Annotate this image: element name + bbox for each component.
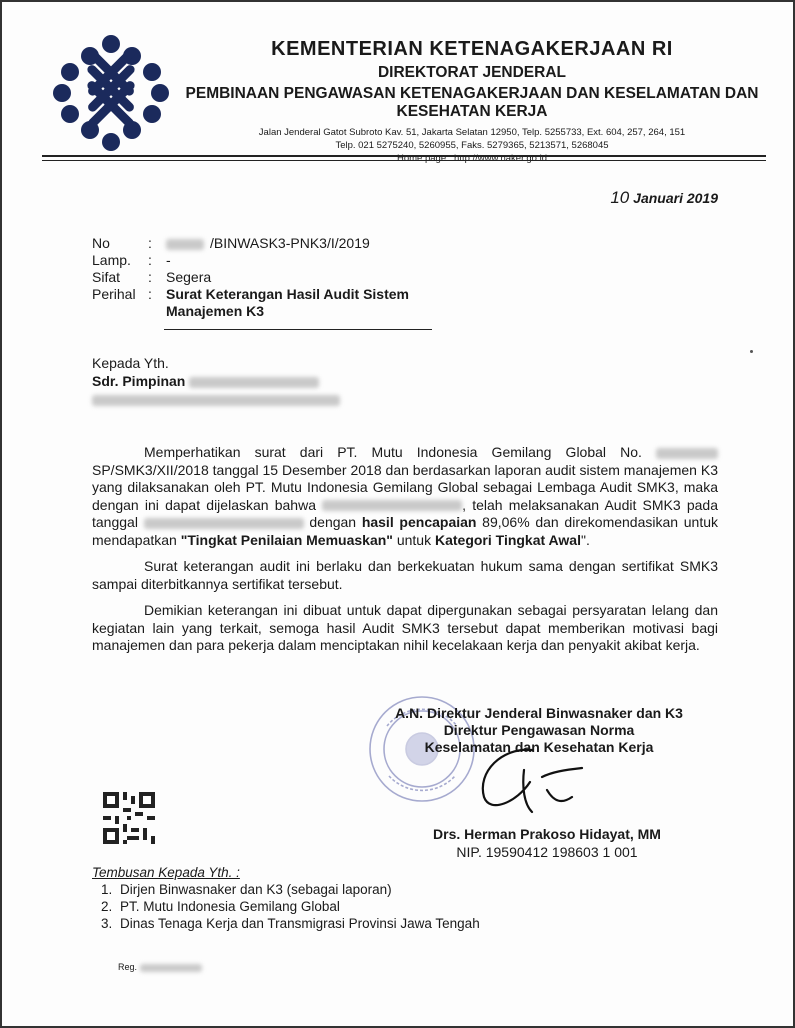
letter-date: [610, 188, 718, 208]
division-name: PEMBINAAN PENGAWASAN KETENAGAKERJAAN DAN KESELAMATAN DAN KESEHATAN KERJA: [185, 85, 759, 120]
signer-name: Drs. Herman Prakoso Hidayat, MM: [433, 826, 661, 842]
meta-label: Perihal: [92, 286, 136, 302]
date-month-year: Januari 2019: [633, 190, 718, 206]
registration-number: [118, 962, 202, 972]
redacted-company: [322, 500, 462, 511]
redacted-company: [189, 377, 319, 388]
paragraph-2: Surat keterangan audit ini berlaku dan berkekuatan hukum sama dengan sertifikat SMK3 sampai diterbitkannya sertifikat tersebut.: [92, 558, 718, 592]
meta-row-perihal-2: [92, 303, 409, 320]
cc-heading: Tembusan Kepada Yth. :: [92, 865, 240, 880]
header-rule-thin: [42, 160, 766, 161]
signatory-line-3: Keselamatan dan Kesehatan Kerja: [424, 739, 654, 755]
signer-nip: NIP. 19590412 198603 1 001: [456, 844, 638, 860]
p1-text-f: untuk: [396, 531, 432, 548]
signatory-line-2: Direktur Pengawasan Norma: [443, 722, 635, 738]
handwritten-signature-icon: [472, 742, 592, 832]
meta-colon: :: [148, 269, 152, 285]
qr-code-icon: [103, 792, 155, 844]
meta-row-sifat: [92, 269, 409, 286]
recipient-title: Sdr. Pimpinan: [92, 373, 186, 389]
meta-value: Surat Keterangan Hasil Audit Sistem: [166, 286, 409, 302]
recipient-address: [92, 390, 340, 408]
paragraph-3: Demikian keterangan ini dibuat untuk dapat dipergunakan sebagai persyaratan lelang dan kegiatan lain yang terkait, semoga hasil Audit SMK3 tersebut dapat memberikan motivasi bagi manajemen dan para pekerja dalam menciptakan nihil kecelakaan kerja dan penyakit akibat kerja.: [92, 602, 718, 653]
scan-speck: [750, 350, 753, 353]
recipient-greeting: Kepada Yth.: [92, 355, 169, 371]
address-line-3: Home page : http://www.naker.go.id: [397, 153, 547, 164]
date-day: 10: [610, 188, 630, 207]
letter-meta: [92, 235, 409, 320]
recipient-block: [92, 354, 340, 408]
letter-body: [92, 444, 718, 664]
meta-label: Sifat: [92, 269, 121, 285]
list-item: 1. Dirjen Binwasnaker dan K3 (sebagai laporan): [116, 881, 480, 898]
cc-items: [92, 881, 480, 932]
ministry-name: KEMENTERIAN KETENAGAKERJAAN RI: [271, 38, 673, 60]
meta-row-no: [92, 235, 409, 252]
p1-text-d: dengan: [309, 514, 357, 530]
p1-bold-rating: "Tingkat Penilaian Memuaskan": [180, 531, 393, 548]
letterhead: [177, 38, 767, 165]
meta-colon: :: [148, 252, 152, 268]
p1-text-e: 89,06% dan direkomendasikan untuk mendapatkan: [92, 514, 719, 548]
meta-label: No: [92, 235, 110, 251]
signatory-line-1: A.N. Direktur Jenderal Binwasnaker dan K3: [395, 705, 683, 721]
address-line-2: Telp. 021 5275240, 5260955, Faks. 5279365, 5213571, 5268045: [335, 140, 609, 151]
p1-bold-result: hasil pencapaian: [361, 514, 477, 530]
address-line-1: Jalan Jenderal Gatot Subroto Kav. 51, Jakarta Selatan 12950, Telp. 5255733, Ext. 604, 257, 264, 151: [258, 127, 686, 138]
signer-details: [417, 825, 677, 861]
meta-value: [166, 235, 370, 252]
header-rule-thick: [42, 155, 766, 157]
letter-number: /BINWASK3-PNK3/I/2019: [210, 235, 370, 251]
p1-bold-category: Kategori Tingkat Awal: [434, 531, 581, 548]
meta-colon: :: [148, 286, 152, 302]
p1-text-b: SP/SMK3/XII/2018 tanggal 15 Desember 2018 dan berdasarkan laporan audit sistem manajemen K3 yang dilaksanakan oleh PT. Mutu Indonesia Gemilang Global sebagai Lembaga Audit SMK3, maka dengan ini dapat dijelaskan bahwa: [92, 461, 718, 513]
list-item: 3. Dinas Tenaga Kerja dan Transmigrasi Provinsi Jawa Tengah: [116, 915, 480, 932]
recipient-line: [92, 372, 340, 390]
meta-row-lamp: [92, 252, 409, 269]
meta-label: Lamp.: [92, 252, 131, 268]
redacted-number: [166, 239, 204, 250]
meta-colon: :: [148, 235, 152, 251]
redacted-date: [144, 518, 304, 529]
meta-value: Segera: [166, 269, 212, 285]
paragraph-1: [92, 444, 718, 549]
redacted-address: [92, 395, 340, 406]
redacted-ref: [656, 448, 718, 459]
ministry-logo-icon: [50, 32, 172, 154]
reg-label: Reg.: [118, 962, 138, 972]
carbon-copy-list: [92, 864, 480, 932]
p1-text-c: , telah melaksanakan Audit SMK3 pada tanggal: [92, 496, 718, 530]
meta-value: -: [166, 252, 171, 268]
p1-text-g: ".: [580, 531, 590, 548]
p1-text-a: Memperhatikan surat dari PT. Mutu Indonesia Gemilang Global No.: [144, 444, 642, 460]
meta-value: Manajemen K3: [166, 303, 265, 319]
redacted-reg: [140, 964, 202, 972]
subject-underline: [164, 329, 432, 330]
list-item: 2. PT. Mutu Indonesia Gemilang Global: [116, 898, 480, 915]
meta-row-perihal: [92, 286, 409, 303]
directorate-name: DIREKTORAT JENDERAL: [377, 64, 567, 81]
